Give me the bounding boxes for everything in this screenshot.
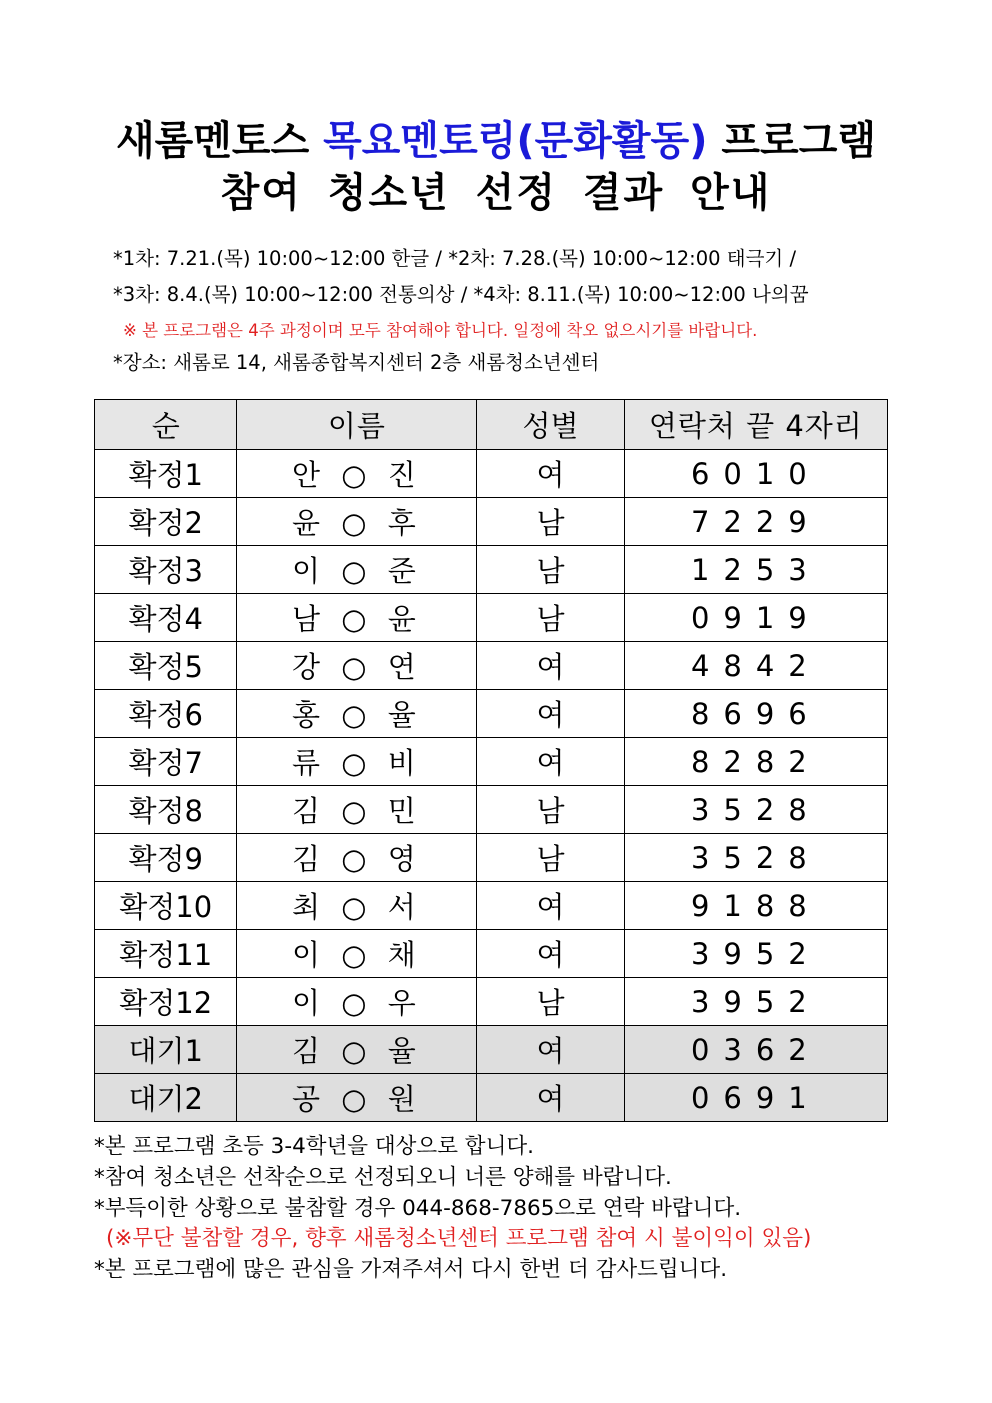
cell-phone: 4842 <box>624 642 887 690</box>
cell-name: 강 ○ 연 <box>237 642 477 690</box>
table-row <box>95 450 888 498</box>
cell-gender: 남 <box>477 546 624 594</box>
place-info: *장소: 새롬로 14, 새롬종합복지센터 2층 새롬청소년센터 <box>113 351 600 374</box>
cell-gender: 여 <box>477 1074 624 1122</box>
cell-gender: 여 <box>477 930 624 978</box>
footer-line-5: *본 프로그램에 많은 관심을 가져주셔서 다시 한번 더 감사드립니다. <box>94 1257 728 1282</box>
cell-phone: 9188 <box>624 882 887 930</box>
table-row <box>95 546 888 594</box>
cell-name: 이 ○ 채 <box>237 930 477 978</box>
cell-no: 확정7 <box>95 738 237 786</box>
cell-gender: 여 <box>477 1026 624 1074</box>
cell-gender: 남 <box>477 786 624 834</box>
cell-phone: 8696 <box>624 690 887 738</box>
table-row <box>95 642 888 690</box>
cell-gender: 여 <box>477 690 624 738</box>
cell-name: 안 ○ 진 <box>237 450 477 498</box>
cell-name: 남 ○ 윤 <box>237 594 477 642</box>
footer-line-1: *본 프로그램 초등 3-4학년을 대상으로 합니다. <box>94 1134 534 1159</box>
cell-phone: 6010 <box>624 450 887 498</box>
cell-phone: 3952 <box>624 978 887 1026</box>
cell-phone: 3528 <box>624 786 887 834</box>
cell-no: 확정1 <box>95 450 237 498</box>
table-body <box>95 450 888 1122</box>
table-row <box>95 1074 888 1122</box>
cell-gender: 남 <box>477 978 624 1026</box>
cell-no: 확정5 <box>95 642 237 690</box>
cell-phone: 1253 <box>624 546 887 594</box>
table-row <box>95 930 888 978</box>
cell-name: 공 ○ 원 <box>237 1074 477 1122</box>
cell-no: 확정8 <box>95 786 237 834</box>
header-phone: 연락처 끝 4자리 <box>624 400 887 450</box>
header-no: 순 <box>95 400 237 450</box>
cell-gender: 남 <box>477 594 624 642</box>
cell-name: 김 ○ 율 <box>237 1026 477 1074</box>
table-row <box>95 786 888 834</box>
cell-name: 최 ○ 서 <box>237 882 477 930</box>
table-row <box>95 978 888 1026</box>
page-title-line2: 참여 청소년 선정 결과 안내 <box>220 170 772 216</box>
schedule-notice: ※ 본 프로그램은 4주 과정이며 모두 참여해야 합니다. 일정에 착오 없으시기를 바랍니다. <box>123 321 758 340</box>
cell-phone: 0919 <box>624 594 887 642</box>
table-row <box>95 594 888 642</box>
cell-no: 확정2 <box>95 498 237 546</box>
cell-phone: 3952 <box>624 930 887 978</box>
footer-warning: (※무단 불참할 경우, 향후 새롬청소년센터 프로그램 참여 시 불이익이 있음) <box>106 1226 812 1251</box>
cell-gender: 여 <box>477 738 624 786</box>
cell-no: 확정12 <box>95 978 237 1026</box>
cell-gender: 남 <box>477 834 624 882</box>
cell-no: 확정9 <box>95 834 237 882</box>
table-row <box>95 882 888 930</box>
title-program-name: 목요멘토링(문화활동) <box>323 118 708 164</box>
cell-name: 김 ○ 민 <box>237 786 477 834</box>
cell-name: 이 ○ 우 <box>237 978 477 1026</box>
title-suffix: 프로그램 <box>707 118 876 164</box>
page-title-line1 <box>0 118 992 164</box>
table-row <box>95 498 888 546</box>
cell-name: 김 ○ 영 <box>237 834 477 882</box>
cell-no: 확정10 <box>95 882 237 930</box>
cell-gender: 여 <box>477 450 624 498</box>
cell-name: 이 ○ 준 <box>237 546 477 594</box>
cell-name: 윤 ○ 후 <box>237 498 477 546</box>
cell-phone: 3528 <box>624 834 887 882</box>
cell-phone: 0362 <box>624 1026 887 1074</box>
cell-gender: 여 <box>477 642 624 690</box>
selection-results-table <box>94 399 888 1122</box>
cell-name: 류 ○ 비 <box>237 738 477 786</box>
table-row <box>95 738 888 786</box>
cell-gender: 여 <box>477 882 624 930</box>
table-row <box>95 1026 888 1074</box>
footer-line-2: *참여 청소년은 선착순으로 선정되오니 너른 양해를 바랍니다. <box>94 1165 672 1190</box>
cell-name: 홍 ○ 율 <box>237 690 477 738</box>
footer-line-3: *부득이한 상황으로 불참할 경우 044-868-7865으로 연락 바랍니다. <box>94 1196 742 1221</box>
cell-phone: 0691 <box>624 1074 887 1122</box>
cell-no: 확정3 <box>95 546 237 594</box>
cell-gender: 남 <box>477 498 624 546</box>
header-name: 이름 <box>237 400 477 450</box>
header-gender: 성별 <box>477 400 624 450</box>
table-header-row <box>95 400 888 450</box>
cell-no: 대기2 <box>95 1074 237 1122</box>
cell-no: 확정4 <box>95 594 237 642</box>
cell-phone: 8282 <box>624 738 887 786</box>
title-prefix: 새롬멘토스 <box>116 118 324 164</box>
cell-no: 대기1 <box>95 1026 237 1074</box>
schedule-line-1: *1차: 7.21.(목) 10:00~12:00 한글 / *2차: 7.28.(목) 10:00~12:00 태극기 / <box>113 247 797 270</box>
schedule-line-2: *3차: 8.4.(목) 10:00~12:00 전통의상 / *4차: 8.11.(목) 10:00~12:00 나의꿈 <box>113 283 809 306</box>
table-row <box>95 690 888 738</box>
cell-no: 확정11 <box>95 930 237 978</box>
cell-no: 확정6 <box>95 690 237 738</box>
cell-phone: 7229 <box>624 498 887 546</box>
table-row <box>95 834 888 882</box>
